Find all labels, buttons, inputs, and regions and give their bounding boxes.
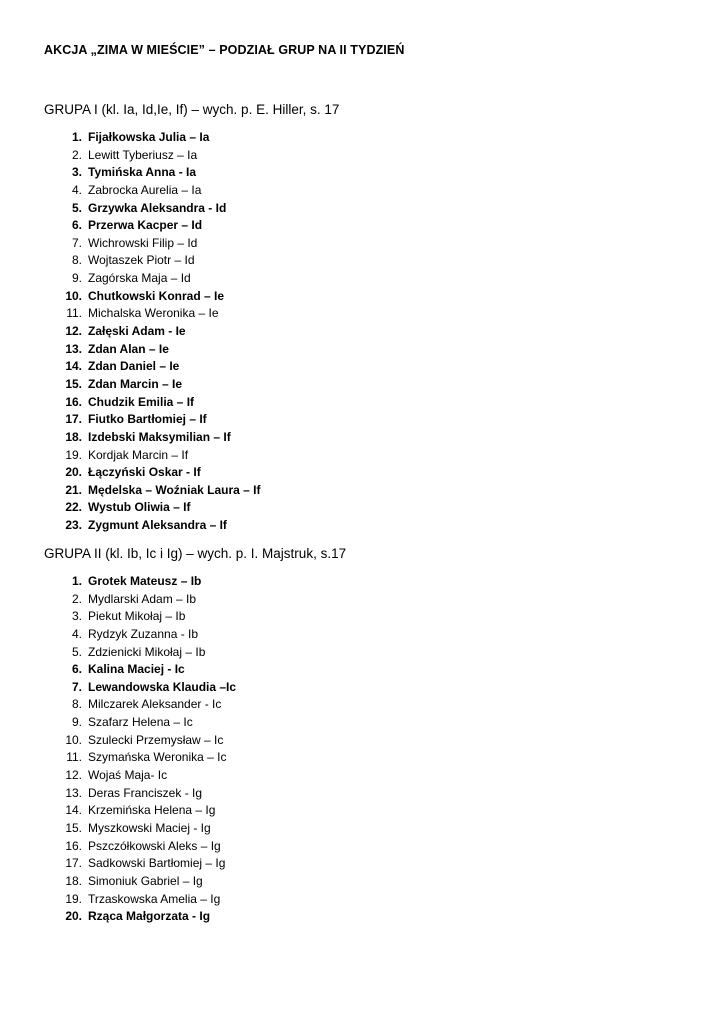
list-item-name: Krzemińska Helena – Ig [88, 803, 216, 818]
list-item-name: Szymańska Weronika – Ic [88, 750, 227, 765]
list-item-name: Kalina Maciej - Ic [88, 662, 185, 677]
list-item-number: 17. [65, 412, 82, 427]
list-item-name: Lewandowska Klaudia –Ic [88, 679, 237, 694]
list-item-number: 5. [71, 200, 82, 215]
list-item-name: Deras Franciszek - Ig [88, 785, 203, 800]
list-item-number: 6. [71, 218, 82, 233]
list-item-name: Milczarek Aleksander - Ic [88, 697, 222, 712]
list-item-number: 12. [65, 768, 82, 783]
list-item-name: Zabrocka Aurelia – Ia [88, 182, 202, 197]
list-item-name: Rząca Małgorzata - Ig [88, 909, 211, 924]
list-item-number: 1. [71, 574, 82, 588]
list-item-number: 7. [71, 679, 82, 694]
group-2-heading: GRUPA II (kl. Ib, Ic i Ig) – wych. p. I. Majstruk, s.17 [44, 546, 347, 561]
list-item-name: Fiutko Bartłomiej – If [88, 412, 207, 427]
list-item-name: Przerwa Kacper – Id [88, 218, 203, 233]
list-item-name: Wystub Oliwia – If [88, 500, 191, 515]
list-item-name: Grzywka Aleksandra - Id [88, 200, 227, 215]
list-item-number: 10. [65, 288, 82, 303]
list-item-number: 9. [71, 271, 82, 286]
list-item-number: 14. [65, 803, 82, 818]
list-item-name: Mydlarski Adam – Ib [88, 591, 197, 606]
list-item-number: 20. [65, 465, 82, 480]
list-item-name: Zdan Marcin – Ie [88, 376, 183, 391]
list-item-name: Izdebski Maksymilian – If [88, 429, 231, 444]
list-item-number: 15. [65, 820, 82, 835]
list-item-name: Piekut Mikołaj – Ib [88, 609, 186, 624]
list-item-number: 9. [71, 715, 82, 730]
list-item-number: 5. [71, 644, 82, 659]
list-item-number: 19. [65, 891, 82, 906]
list-item-name: Trzaskowska Amelia – Ig [88, 891, 221, 906]
list-item-name: Wichrowski Filip – Id [88, 235, 198, 250]
list-item-number: 6. [71, 662, 82, 677]
list-item-number: 11. [66, 750, 82, 765]
list-item-number: 4. [71, 626, 82, 641]
list-item-number: 23. [65, 518, 82, 533]
list-item-name: Myszkowski Maciej - Ig [88, 820, 211, 835]
list-item-number: 4. [71, 182, 82, 197]
list-item-name: Chutkowski Konrad – Ie [88, 288, 225, 303]
list-item-name: Mędelska – Woźniak Laura – If [88, 482, 261, 497]
list-item-number: 2. [71, 591, 82, 606]
list-item-name: Załęski Adam - Ie [88, 324, 186, 339]
group-1-heading: GRUPA I (kl. Ia, Id,Ie, If) – wych. p. E. Hiller, s. 17 [44, 102, 340, 117]
list-item-number: 22. [65, 500, 82, 515]
document-title: AKCJA „ZIMA W MIEŚCIE” – PODZIAŁ GRUP NA II TYDZIEŃ [44, 43, 405, 57]
list-item-name: Zdan Alan – Ie [88, 341, 169, 356]
list-item-name: Pszczółkowski Aleks – Ig [88, 838, 221, 853]
list-item-number: 12. [65, 324, 82, 339]
list-item-name: Lewitt Tyberiusz – Ia [88, 147, 198, 162]
list-item-number: 3. [71, 165, 82, 180]
list-item-number: 13. [65, 785, 82, 800]
list-item-number: 19. [65, 447, 82, 462]
list-item-name: Zygmunt Aleksandra – If [88, 518, 227, 533]
list-item-number: 14. [65, 359, 82, 374]
list-item-number: 2. [71, 147, 82, 162]
list-item-name: Grotek Mateusz – Ib [88, 574, 202, 588]
list-item-name: Szulecki Przemysław – Ic [88, 732, 224, 747]
list-item-name: Simoniuk Gabriel – Ig [88, 873, 203, 888]
list-item-number: 18. [65, 429, 82, 444]
list-item-number: 7. [71, 235, 82, 250]
list-item-name: Szafarz Helena – Ic [88, 715, 193, 730]
list-item-name: Michalska Weronika – Ie [88, 306, 219, 321]
list-item-name: Wojaś Maja- Ic [88, 768, 168, 783]
list-item-number: 16. [65, 394, 82, 409]
list-item-name: Zdzienicki Mikołaj – Ib [88, 644, 206, 659]
list-item-number: 1. [71, 130, 82, 144]
list-item-number: 13. [65, 341, 82, 356]
list-item-name: Fijałkowska Julia – Ia [88, 130, 210, 144]
list-item-name: Zdan Daniel – Ie [88, 359, 180, 374]
list-item-number: 8. [71, 253, 82, 268]
list-item-name: Łączyński Oskar - If [88, 465, 201, 480]
list-item-name: Wojtaszek Piotr – Id [88, 253, 195, 268]
list-item-name: Rydzyk Zuzanna - Ib [88, 626, 199, 641]
list-item-name: Zagórska Maja – Id [88, 271, 191, 286]
list-item-number: 11. [66, 306, 82, 321]
list-item-number: 20. [65, 909, 82, 924]
list-item-number: 15. [65, 376, 82, 391]
list-item-number: 16. [65, 838, 82, 853]
list-item-number: 3. [71, 609, 82, 624]
list-item-name: Tymińska Anna - Ia [88, 165, 197, 180]
list-item-number: 21. [65, 482, 82, 497]
list-item-number: 8. [71, 697, 82, 712]
list-item-name: Sadkowski Bartłomiej – Ig [88, 856, 226, 871]
list-item-number: 10. [65, 732, 82, 747]
list-item-number: 18. [65, 873, 82, 888]
list-item-name: Chudzik Emilia – If [88, 394, 195, 409]
list-item-name: Kordjak Marcin – If [88, 447, 189, 462]
list-item-number: 17. [65, 856, 82, 871]
